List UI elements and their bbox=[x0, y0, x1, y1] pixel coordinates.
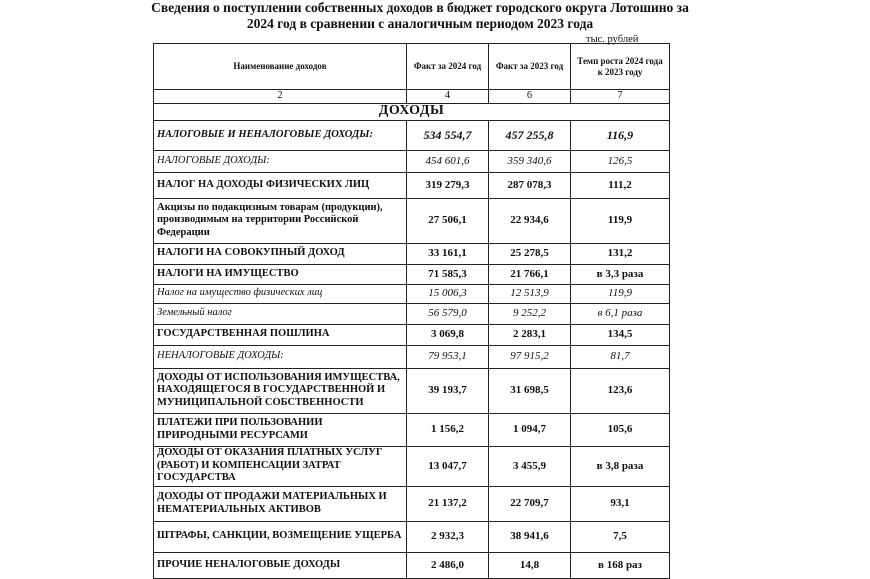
column-header-fact-2024: Факт за 2024 год bbox=[407, 44, 489, 90]
growth-rate: 134,5 bbox=[571, 324, 670, 345]
fact-2023: 22 934,6 bbox=[489, 198, 571, 243]
fact-2024: 71 585,3 bbox=[407, 264, 489, 284]
fact-2023: 14,8 bbox=[489, 552, 571, 578]
table-row bbox=[154, 264, 670, 284]
fact-2024: 21 137,2 bbox=[407, 486, 489, 521]
income-name: ГОСУДАРСТВЕННАЯ ПОШЛИНА bbox=[154, 324, 407, 345]
revenue-table bbox=[153, 43, 670, 579]
fact-2023: 22 709,7 bbox=[489, 486, 571, 521]
fact-2024: 56 579,0 bbox=[407, 303, 489, 324]
growth-rate: 123,6 bbox=[571, 368, 670, 413]
column-header-fact-2023: Факт за 2023 год bbox=[489, 44, 571, 90]
fact-2024: 79 953,1 bbox=[407, 345, 489, 368]
table-row bbox=[154, 521, 670, 552]
fact-2023: 12 513,9 bbox=[489, 284, 571, 303]
table-row bbox=[154, 284, 670, 303]
fact-2024: 534 554,7 bbox=[407, 120, 489, 150]
income-name: ДОХОДЫ ОТ ОКАЗАНИЯ ПЛАТНЫХ УСЛУГ (РАБОТ) И КОМПЕНСАЦИИ ЗАТРАТ ГОСУДАРСТВА bbox=[154, 446, 407, 486]
table-row bbox=[154, 243, 670, 264]
growth-rate: 7,5 bbox=[571, 521, 670, 552]
table-row bbox=[154, 552, 670, 578]
income-name: НАЛОГ НА ДОХОДЫ ФИЗИЧЕСКИХ ЛИЦ bbox=[154, 172, 407, 198]
fact-2024: 319 279,3 bbox=[407, 172, 489, 198]
income-name: НАЛОГИ НА ИМУЩЕСТВО bbox=[154, 264, 407, 284]
income-name: Акцизы по подакцизным товарам (продукции), производимым на территории Российской Федерации bbox=[154, 198, 407, 243]
section-title: ДОХОДЫ bbox=[154, 103, 670, 120]
table-row bbox=[154, 413, 670, 446]
growth-rate: 116,9 bbox=[571, 120, 670, 150]
column-number: 4 bbox=[407, 90, 489, 104]
income-name: НАЛОГИ НА СОВОКУПНЫЙ ДОХОД bbox=[154, 243, 407, 264]
fact-2023: 31 698,5 bbox=[489, 368, 571, 413]
growth-rate: 93,1 bbox=[571, 486, 670, 521]
table-row bbox=[154, 368, 670, 413]
fact-2024: 1 156,2 bbox=[407, 413, 489, 446]
fact-2023: 21 766,1 bbox=[489, 264, 571, 284]
column-number: 2 bbox=[154, 90, 407, 104]
fact-2024: 2 486,0 bbox=[407, 552, 489, 578]
growth-rate: в 3,8 раза bbox=[571, 446, 670, 486]
income-name: НАЛОГОВЫЕ ДОХОДЫ: bbox=[154, 150, 407, 172]
growth-rate: в 168 раз bbox=[571, 552, 670, 578]
fact-2023: 2 283,1 bbox=[489, 324, 571, 345]
fact-2024: 27 506,1 bbox=[407, 198, 489, 243]
income-name: Земельный налог bbox=[154, 303, 407, 324]
document-title: Сведения о поступлении собственных доходов в бюджет городского округа Лотошино за 2024 год в сравнении с аналогичным периодом 2023 года bbox=[151, 0, 689, 31]
fact-2023: 25 278,5 bbox=[489, 243, 571, 264]
fact-2024: 2 932,3 bbox=[407, 521, 489, 552]
fact-2023: 287 078,3 bbox=[489, 172, 571, 198]
table-row bbox=[154, 172, 670, 198]
fact-2024: 39 193,7 bbox=[407, 368, 489, 413]
income-name: ШТРАФЫ, САНКЦИИ, ВОЗМЕЩЕНИЕ УЩЕРБА bbox=[154, 521, 407, 552]
fact-2023: 3 455,9 bbox=[489, 446, 571, 486]
fact-2024: 13 047,7 bbox=[407, 446, 489, 486]
column-number: 7 bbox=[571, 90, 670, 104]
column-header-name: Наименование доходов bbox=[154, 44, 407, 90]
fact-2024: 454 601,6 bbox=[407, 150, 489, 172]
income-name: НАЛОГОВЫЕ И НЕНАЛОГОВЫЕ ДОХОДЫ: bbox=[154, 120, 407, 150]
income-name: ПРОЧИЕ НЕНАЛОГОВЫЕ ДОХОДЫ bbox=[154, 552, 407, 578]
fact-2023: 38 941,6 bbox=[489, 521, 571, 552]
column-number: 6 bbox=[489, 90, 571, 104]
growth-rate: 119,9 bbox=[571, 284, 670, 303]
unit-label: тыс. рублей bbox=[586, 34, 639, 45]
table-row bbox=[154, 486, 670, 521]
income-name: ДОХОДЫ ОТ ИСПОЛЬЗОВАНИЯ ИМУЩЕСТВА, НАХОДЯЩЕГОСЯ В ГОСУДАРСТВЕННОЙ И МУНИЦИПАЛЬНОЙ СОБСТВЕННОСТИ bbox=[154, 368, 407, 413]
growth-rate: в 3,3 раза bbox=[571, 264, 670, 284]
column-number-row bbox=[154, 90, 670, 104]
fact-2023: 1 094,7 bbox=[489, 413, 571, 446]
column-header-growth: Темп роста 2024 года к 2023 году bbox=[571, 44, 670, 90]
income-name: Налог на имущество физических лиц bbox=[154, 284, 407, 303]
fact-2023: 97 915,2 bbox=[489, 345, 571, 368]
growth-rate: 119,9 bbox=[571, 198, 670, 243]
fact-2024: 15 006,3 bbox=[407, 284, 489, 303]
growth-rate: 105,6 bbox=[571, 413, 670, 446]
fact-2023: 359 340,6 bbox=[489, 150, 571, 172]
table-row bbox=[154, 324, 670, 345]
table-row bbox=[154, 303, 670, 324]
growth-rate: 81,7 bbox=[571, 345, 670, 368]
growth-rate: 111,2 bbox=[571, 172, 670, 198]
table-row bbox=[154, 150, 670, 172]
fact-2024: 33 161,1 bbox=[407, 243, 489, 264]
growth-rate: 126,5 bbox=[571, 150, 670, 172]
income-name: ДОХОДЫ ОТ ПРОДАЖИ МАТЕРИАЛЬНЫХ И НЕМАТЕРИАЛЬНЫХ АКТИВОВ bbox=[154, 486, 407, 521]
table-row bbox=[154, 198, 670, 243]
fact-2023: 9 252,2 bbox=[489, 303, 571, 324]
growth-rate: 131,2 bbox=[571, 243, 670, 264]
table-row bbox=[154, 120, 670, 150]
income-name: НЕНАЛОГОВЫЕ ДОХОДЫ: bbox=[154, 345, 407, 368]
header-row bbox=[154, 44, 670, 90]
fact-2023: 457 255,8 bbox=[489, 120, 571, 150]
section-row bbox=[154, 103, 670, 120]
growth-rate: в 6,1 раза bbox=[571, 303, 670, 324]
income-name: ПЛАТЕЖИ ПРИ ПОЛЬЗОВАНИИ ПРИРОДНЫМИ РЕСУРСАМИ bbox=[154, 413, 407, 446]
table-row bbox=[154, 345, 670, 368]
table-row bbox=[154, 446, 670, 486]
fact-2024: 3 069,8 bbox=[407, 324, 489, 345]
